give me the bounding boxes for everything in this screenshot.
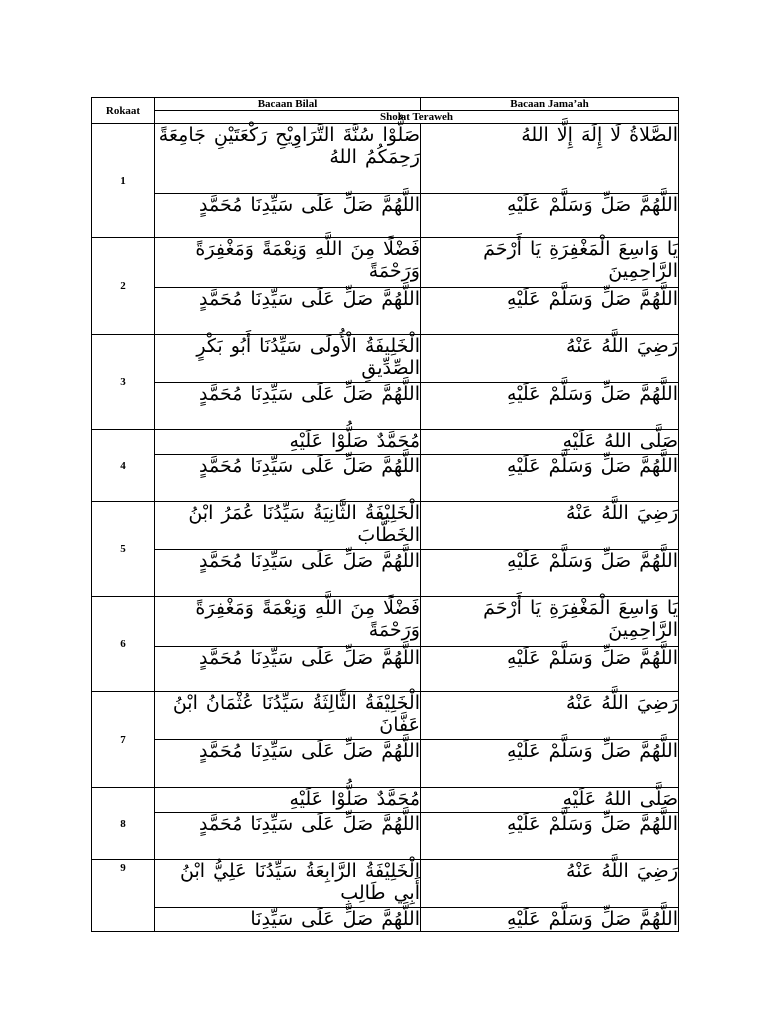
table-row [92, 860, 679, 908]
table-row [92, 194, 679, 238]
jamaah-response: اللَّهُمَّ صَلِّ وَسَلَّمْ عَلَيْهِ [421, 455, 679, 502]
bilal-recitation: صَلُّوْا سُنَّةَ التَّرَاوِيْحِ رَكْعَتَيْنِ جَامِعَةً رَحِمَكُمُ اللهُ [155, 124, 421, 194]
bilal-recitation: اللَّهُمَّ صَلِّ عَلَى سَيِّدِنَا مُحَمَّدٍ [155, 647, 421, 692]
bilal-recitation: الْخَلِيْفَةُ الثَّانِيَةُ سَيِّدُنَا عُمَرُ ابْنُ الخَطَّابَ [155, 502, 421, 550]
jamaah-response: اللَّهُمَّ صَلِّ وَسَلَّمْ عَلَيْهِ [421, 550, 679, 597]
jamaah-response: اللَّهُمَّ صَلِّ وَسَلَّمْ عَلَيْهِ [421, 813, 679, 860]
bilal-recitation: اللَّهُمَّ صَلِّ عَلَى سَيِّدِنَا مُحَمَّدٍ [155, 550, 421, 597]
bilal-recitation: اللَّهُمَّ صَلِّ عَلَى سَيِّدِنَا مُحَمَّدٍ [155, 194, 421, 238]
rokaat-number: 3 [92, 335, 155, 430]
bilal-recitation: فَضْلًا مِنَ اللَّهِ وَنِعْمَةً وَمَغْفِرَةً وَرَحْمَةً [155, 238, 421, 288]
bilal-recitation: اللَّهُمَّ صَلِّ عَلَى سَيِّدِنَا مُحَمَّدٍ [155, 383, 421, 430]
jamaah-response: رَضِيَ اللَّهُ عَنْهُ [421, 335, 679, 383]
rokaat-number: 1 [92, 124, 155, 238]
bilal-recitation: اللَّهُمَّ صَلِّ عَلَى سَيِّدِنَا مُحَمَّدٍ [155, 288, 421, 335]
bilal-recitation: الْخَلِيفَةُ الْأُولَى سَيِّدُنَا أَبُو بَكْرٍ الصِّدِّيقِ [155, 335, 421, 383]
bilal-recitation: اللَّهُمَّ صَلِّ عَلَى سَيِّدِنَا [155, 908, 421, 932]
rokaat-number: 5 [92, 502, 155, 597]
bilal-recitation: الْخَلِيْفَةُ الرَّابِعَةُ سَيِّدُنَا عَلِيُّ ابْنُ أَبِي طَالِبِ [155, 860, 421, 908]
jamaah-response: رَضِيَ اللَّهُ عَنْهُ [421, 502, 679, 550]
table-row [92, 124, 679, 194]
jamaah-response: رَضِيَ اللَّهُ عَنْهُ [421, 692, 679, 740]
table-row [92, 597, 679, 647]
table-row [92, 550, 679, 597]
header-bacaan-bilal: Bacaan Bilal [155, 98, 421, 111]
table-row [92, 430, 679, 455]
table-body [92, 124, 679, 932]
section-sholat-teraweh: Sholat Teraweh [155, 111, 679, 124]
table-row [92, 813, 679, 860]
table-row [92, 502, 679, 550]
bilal-recitation: اللَّهُمَّ صَلِّ عَلَى سَيِّدِنَا مُحَمَّدٍ [155, 740, 421, 788]
tarawih-recitation-table [91, 97, 679, 932]
jamaah-response: اللَّهُمَّ صَلِّ وَسَلَّمْ عَلَيْهِ [421, 194, 679, 238]
rokaat-number: 6 [92, 597, 155, 692]
bilal-recitation: مُحَمَّدٌ صَلُّوْا عَلَيْهِ [155, 788, 421, 813]
bilal-recitation: فَضْلًا مِنَ اللَّهِ وَنِعْمَةً وَمَغْفِرَةً وَرَحْمَةً [155, 597, 421, 647]
table-row [92, 238, 679, 288]
rokaat-number: 9 [92, 860, 155, 932]
rokaat-number: 8 [92, 788, 155, 860]
bilal-recitation: مُحَمَّدٌ صَلُّوْا عَلَيْهِ [155, 430, 421, 455]
table-row [92, 288, 679, 335]
jamaah-response: الصَّلاةُ لَا إِلَهَ إِلَّا اللهُ [421, 124, 679, 194]
bilal-recitation: اللَّهُمَّ صَلِّ عَلَى سَيِّدِنَا مُحَمَّدٍ [155, 813, 421, 860]
jamaah-response: صَلَّى اللهُ عَلَيْهِ [421, 430, 679, 455]
rokaat-number: 2 [92, 238, 155, 335]
table-row [92, 908, 679, 932]
jamaah-response: صَلَّى اللهُ عَلَيْهِ [421, 788, 679, 813]
jamaah-response: اللَّهُمَّ صَلِّ وَسَلَّمْ عَلَيْهِ [421, 740, 679, 788]
table-row [92, 692, 679, 740]
table-row [92, 740, 679, 788]
jamaah-response: يَا وَاسِعَ الْمَغْفِرَةِ يَا أَرْحَمَ الرَّاحِمِينَ [421, 597, 679, 647]
table-row [92, 788, 679, 813]
header-rokaat: Rokaat [92, 98, 155, 124]
header-bacaan-jamaah: Bacaan Jama’ah [421, 98, 679, 111]
jamaah-response: اللَّهُمَّ صَلِّ وَسَلَّمْ عَلَيْهِ [421, 647, 679, 692]
bilal-recitation: الْخَلِيْفَةُ الثَّالِثَةُ سَيِّدُنَا عُثْمَانُ ابْنُ عَفَّانَ [155, 692, 421, 740]
jamaah-response: اللَّهُمَّ صَلِّ وَسَلَّمْ عَلَيْهِ [421, 908, 679, 932]
rokaat-number: 7 [92, 692, 155, 788]
table-row [92, 455, 679, 502]
table-row [92, 383, 679, 430]
jamaah-response: يَا وَاسِعَ الْمَغْفِرَةِ يَا أَرْحَمَ الرَّاحِمِينَ [421, 238, 679, 288]
jamaah-response: اللَّهُمَّ صَلِّ وَسَلَّمْ عَلَيْهِ [421, 288, 679, 335]
bilal-recitation: اللَّهُمَّ صَلِّ عَلَى سَيِّدِنَا مُحَمَّدٍ [155, 455, 421, 502]
table-row [92, 335, 679, 383]
rokaat-number: 4 [92, 430, 155, 502]
jamaah-response: اللَّهُمَّ صَلِّ وَسَلَّمْ عَلَيْهِ [421, 383, 679, 430]
jamaah-response: رَضِيَ اللَّهُ عَنْهُ [421, 860, 679, 908]
table-row [92, 647, 679, 692]
